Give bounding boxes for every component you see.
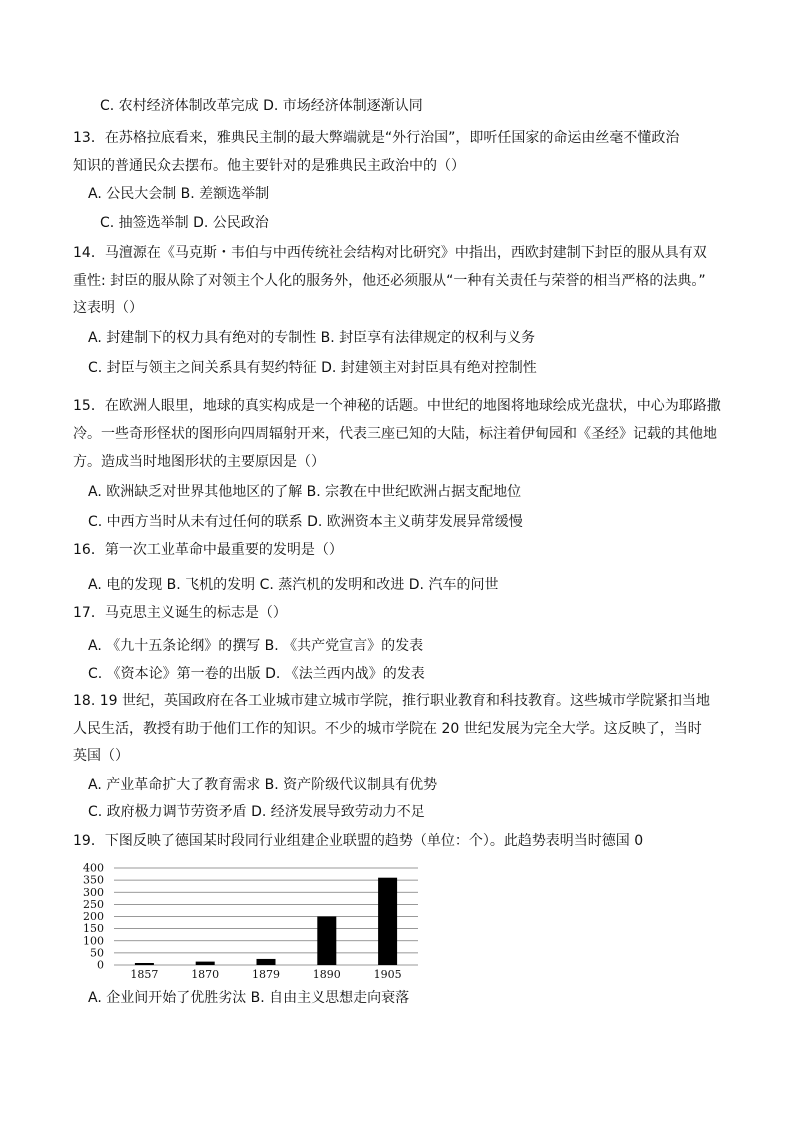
q18-options-cd: C. 政府极力调节劳资矛盾 D. 经济发展导致劳动力不足 (88, 804, 425, 820)
q14-stem-line-1: 14．马澶源在《马克斯・韦伯与中西传统社会结构对比研究》中指出，西欧封建制下封臣的服从具有双 (73, 245, 707, 261)
x-tick-label: 1890 (312, 968, 341, 980)
bar-1870 (196, 962, 215, 965)
q15-stem-line-1: 15．在欧洲人眼里，地球的真实构成是一个神秘的话题。中世纪的地图将地球绘成光盘状，中心为耶路撒 (73, 398, 721, 414)
q13-stem-line-1: 13．在苏格拉底看来，雅典民主制的最大弊端就是“外行治国”，即听任国家的命运由丝毫不懂政治 (73, 130, 680, 146)
q14-options-ab: A. 封建制下的权力具有绝对的专制性 B. 封臣享有法律规定的权利与义务 (88, 330, 536, 346)
q15-stem-line-3: 方。造成当时地图形状的主要原因是（） (73, 454, 325, 470)
chart-gridlines (114, 868, 418, 965)
q18-stem-line-3: 英国（） (73, 748, 129, 764)
chart-bars (135, 878, 397, 965)
q18-stem-line-1: 18. 19 世纪，英国政府在各工业城市建立城市学院，推行职业教育和科技教育。这些城市学院紧扣当地 (73, 693, 710, 709)
q15-stem-line-2: 冷。一些奇形怪状的图形向四周辐射开来，代表三座已知的大陆，标注着伊甸园和《圣经》记载的其他地 (73, 426, 717, 442)
x-tick-label: 1905 (373, 968, 402, 980)
q13-options-cd: C. 抽签选举制 D. 公民政治 (100, 215, 269, 231)
q17-options-cd: C. 《资本论》第一卷的出版 D. 《法兰西内战》的发表 (88, 666, 425, 682)
q14-stem-line-2: 重性: 封臣的服从除了对领主个人化的服务外，他还必须服从“一种有关责任与荣誉的相当严格的法典。” (73, 273, 706, 289)
q19-stem-line-1: 19．下图反映了德国某时段同行业组建企业联盟的趋势（单位：个）。此趋势表明当时德国 0 (73, 833, 644, 849)
chart-x-tick-labels (130, 968, 401, 980)
q17-stem-line-1: 17．马克思主义诞生的标志是（） (73, 605, 287, 621)
q12-options-cd: C. 农村经济体制改革完成 D. 市场经济体制逐渐认同 (100, 98, 423, 114)
q16-stem-line-1: 16．第一次工业革命中最重要的发明是（） (73, 542, 343, 558)
bar-1905 (378, 878, 397, 965)
y-tick-label: 250 (83, 897, 104, 911)
bar-1879 (257, 959, 276, 965)
x-tick-label: 1857 (130, 968, 159, 980)
x-tick-label: 1870 (191, 968, 220, 980)
q15-options-ab: A. 欧洲缺乏对世界其他地区的了解 B. 宗教在中世纪欧洲占据支配地位 (88, 484, 522, 500)
y-tick-label: 350 (83, 873, 104, 887)
q16-options: A. 电的发现 B. 飞机的发明 C. 蒸汽机的发明和改进 D. 汽车的问世 (88, 577, 499, 593)
q13-options-ab: A. 公民大会制 B. 差额选举制 (88, 186, 270, 202)
q15-options-cd: C. 中西方当时从未有过任何的联系 D. 欧洲资本主义萌芽发展异常缓慢 (88, 514, 523, 530)
q18-options-ab: A. 产业革命扩大了教育需求 B. 资产阶级代议制具有优势 (88, 777, 438, 793)
y-tick-label: 100 (83, 934, 104, 948)
q13-stem-line-2: 知识的普通民众去摆布。他主要针对的是雅典民主政治中的（） (73, 158, 465, 174)
y-tick-label: 0 (97, 958, 104, 972)
bar-1857 (135, 963, 154, 965)
y-tick-label: 50 (90, 946, 104, 960)
chart-y-tick-labels (83, 862, 104, 972)
y-tick-label: 150 (83, 922, 104, 936)
q19-options-ab: A. 企业间开始了优胜劣汰 B. 自由主义思想走向衰落 (88, 990, 410, 1006)
enterprise-alliance-bar-chart (78, 858, 428, 980)
q18-stem-line-2: 人民生活，教授有助于他们工作的知识。不少的城市学院在 20 世纪发展为完全大学。这反映了，当时 (73, 721, 702, 737)
q17-options-ab: A. 《九十五条论纲》的撰写 B. 《共产党宣言》的发表 (88, 638, 424, 654)
q14-stem-line-3: 这表明（） (73, 300, 143, 316)
y-tick-label: 400 (83, 861, 104, 875)
q14-options-cd: C. 封臣与领主之间关系具有契约特征 D. 封建领主对封臣具有绝对控制性 (88, 360, 537, 376)
y-tick-label: 200 (83, 910, 104, 923)
x-tick-label: 1879 (252, 968, 280, 980)
y-tick-label: 300 (83, 885, 104, 899)
bar-1890 (317, 917, 336, 966)
